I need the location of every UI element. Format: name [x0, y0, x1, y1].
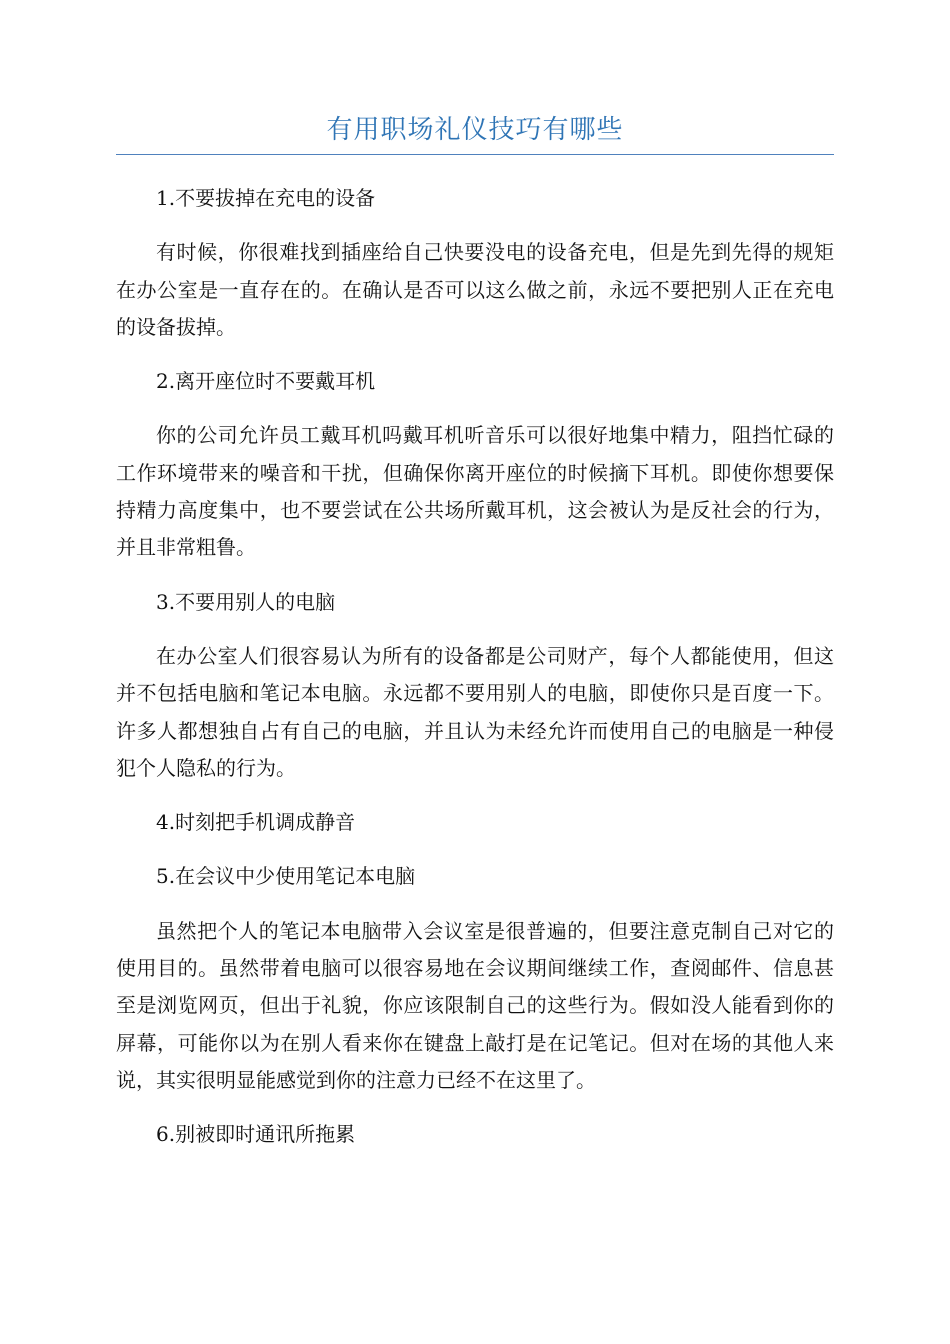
section-heading-3: 3.不要用别人的电脑: [156, 589, 336, 614]
section-heading-4: 4.时刻把手机调成静音: [156, 810, 356, 835]
body-paragraph-1: 有时候，你很难找到插座给自己快要没电的设备充电，但是先到先得的规矩在办公室是一直存在的。在确认是否可以这么做之前，永远不要把别人正在充电的设备拔掉。: [116, 240, 834, 339]
body-paragraph-5: 虽然把个人的笔记本电脑带入会议室是很普遍的，但要注意克制自己对它的使用目的。虽然带着电脑可以很容易地在会议期间继续工作，查阅邮件、信息甚至是浏览网页，但出于礼貌，你应该限制自己的这些行为。假如没人能看到你的屏幕，可能你以为在别人看来你在键盘上敲打是在记笔记。但对在场的其他人来说，其实很明显能感觉到你的注意力已经不在这里了。: [116, 918, 834, 1092]
section-heading-1: 1.不要拔掉在充电的设备: [156, 186, 376, 210]
document-body: [116, 180, 834, 1171]
body-paragraph-3: 在办公室人们很容易认为所有的设备都是公司财产，每个人都能使用，但这并不包括电脑和笔记本电脑。永远都不要用别人的电脑，即使你只是百度一下。许多人都想独自占有自己的电脑，并且认为未经允许而使用自己的电脑是一种侵犯个人隐私的行为。: [116, 643, 834, 780]
document-title: 有用职场礼仪技巧有哪些: [326, 115, 624, 145]
body-paragraph-2: 你的公司允许员工戴耳机吗戴耳机听音乐可以很好地集中精力，阻挡忙碌的工作环境带来的噪音和干扰，但确保你离开座位的时候摘下耳机。即使你想要保持精力高度集中，也不要尝试在公共场所戴耳机，这会被认为是反社会的行为，并且非常粗鲁。: [116, 423, 834, 560]
section-heading-6: 6.别被即时通讯所拖累: [156, 1122, 356, 1147]
section-heading-2: 2.离开座位时不要戴耳机: [156, 369, 376, 394]
title-underline: [116, 154, 834, 155]
section-heading-5: 5.在会议中少使用笔记本电脑: [156, 864, 416, 889]
